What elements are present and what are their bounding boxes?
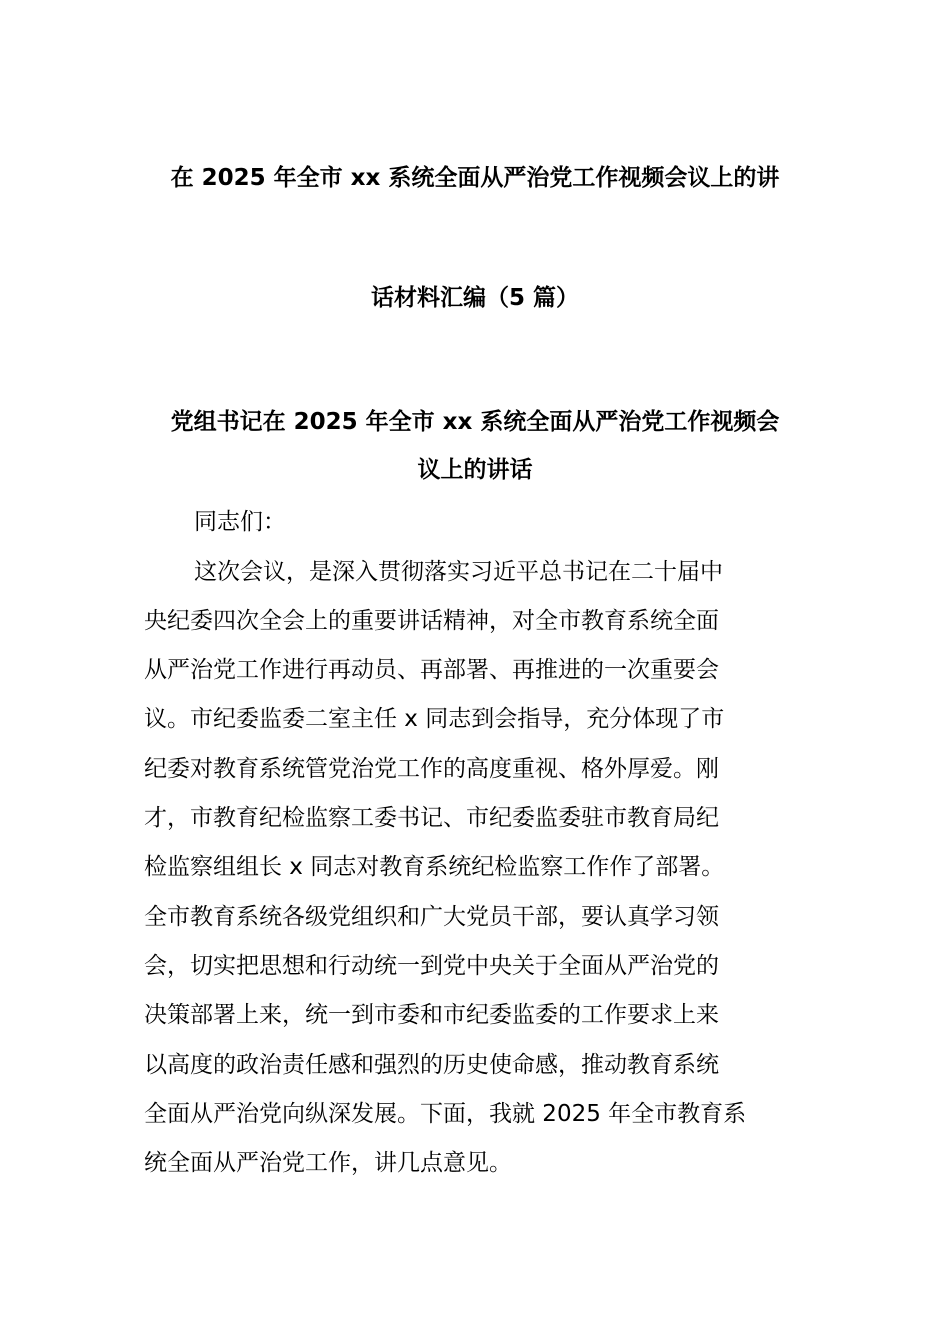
- paragraph-line: 这次会议，是深入贯彻落实习近平总书记在二十届中: [194, 559, 723, 585]
- paragraph-line: 从严治党工作进行再动员、再部署、再推进的一次重要会: [144, 657, 719, 683]
- salutation: 同志们：: [194, 509, 286, 535]
- section-title-line-2: 议上的讲话: [417, 457, 533, 483]
- paragraph-line: 央纪委四次全会上的重要讲话精神，对全市教育系统全面: [144, 608, 719, 634]
- paragraph-line: 统全面从严治党工作，讲几点意见。: [144, 1150, 512, 1176]
- paragraph-line: 全面从严治党向纵深发展。下面，我就 2025 年全市教育系: [144, 1101, 747, 1127]
- paragraph-line: 才，市教育纪检监察工委书记、市纪委监委驻市教育局纪: [144, 805, 719, 831]
- paragraph-line: 决策部署上来，统一到市委和市纪委监委的工作要求上来: [144, 1002, 719, 1028]
- paragraph-line: 检监察组组长 x 同志对教育系统纪检监察工作作了部署。: [144, 854, 725, 880]
- paragraph-line: 以高度的政治责任感和强烈的历史使命感，推动教育系统: [144, 1052, 719, 1078]
- paragraph-line: 会，切实把思想和行动统一到党中央关于全面从严治党的: [144, 953, 719, 979]
- paragraph-line: 纪委对教育系统管党治党工作的高度重视、格外厚爱。刚: [144, 756, 719, 782]
- paragraph-line: 全市教育系统各级党组织和广大党员干部，要认真学习领: [144, 904, 719, 930]
- main-title-line-2: 话材料汇编（5 篇）: [370, 285, 579, 311]
- paragraph-line: 议。市纪委监委二室主任 x 同志到会指导，充分体现了市: [144, 706, 725, 732]
- main-title-line-1: 在 2025 年全市 xx 系统全面从严治党工作视频会议上的讲: [170, 165, 780, 191]
- section-title-line-1: 党组书记在 2025 年全市 xx 系统全面从严治党工作视频会: [170, 409, 780, 435]
